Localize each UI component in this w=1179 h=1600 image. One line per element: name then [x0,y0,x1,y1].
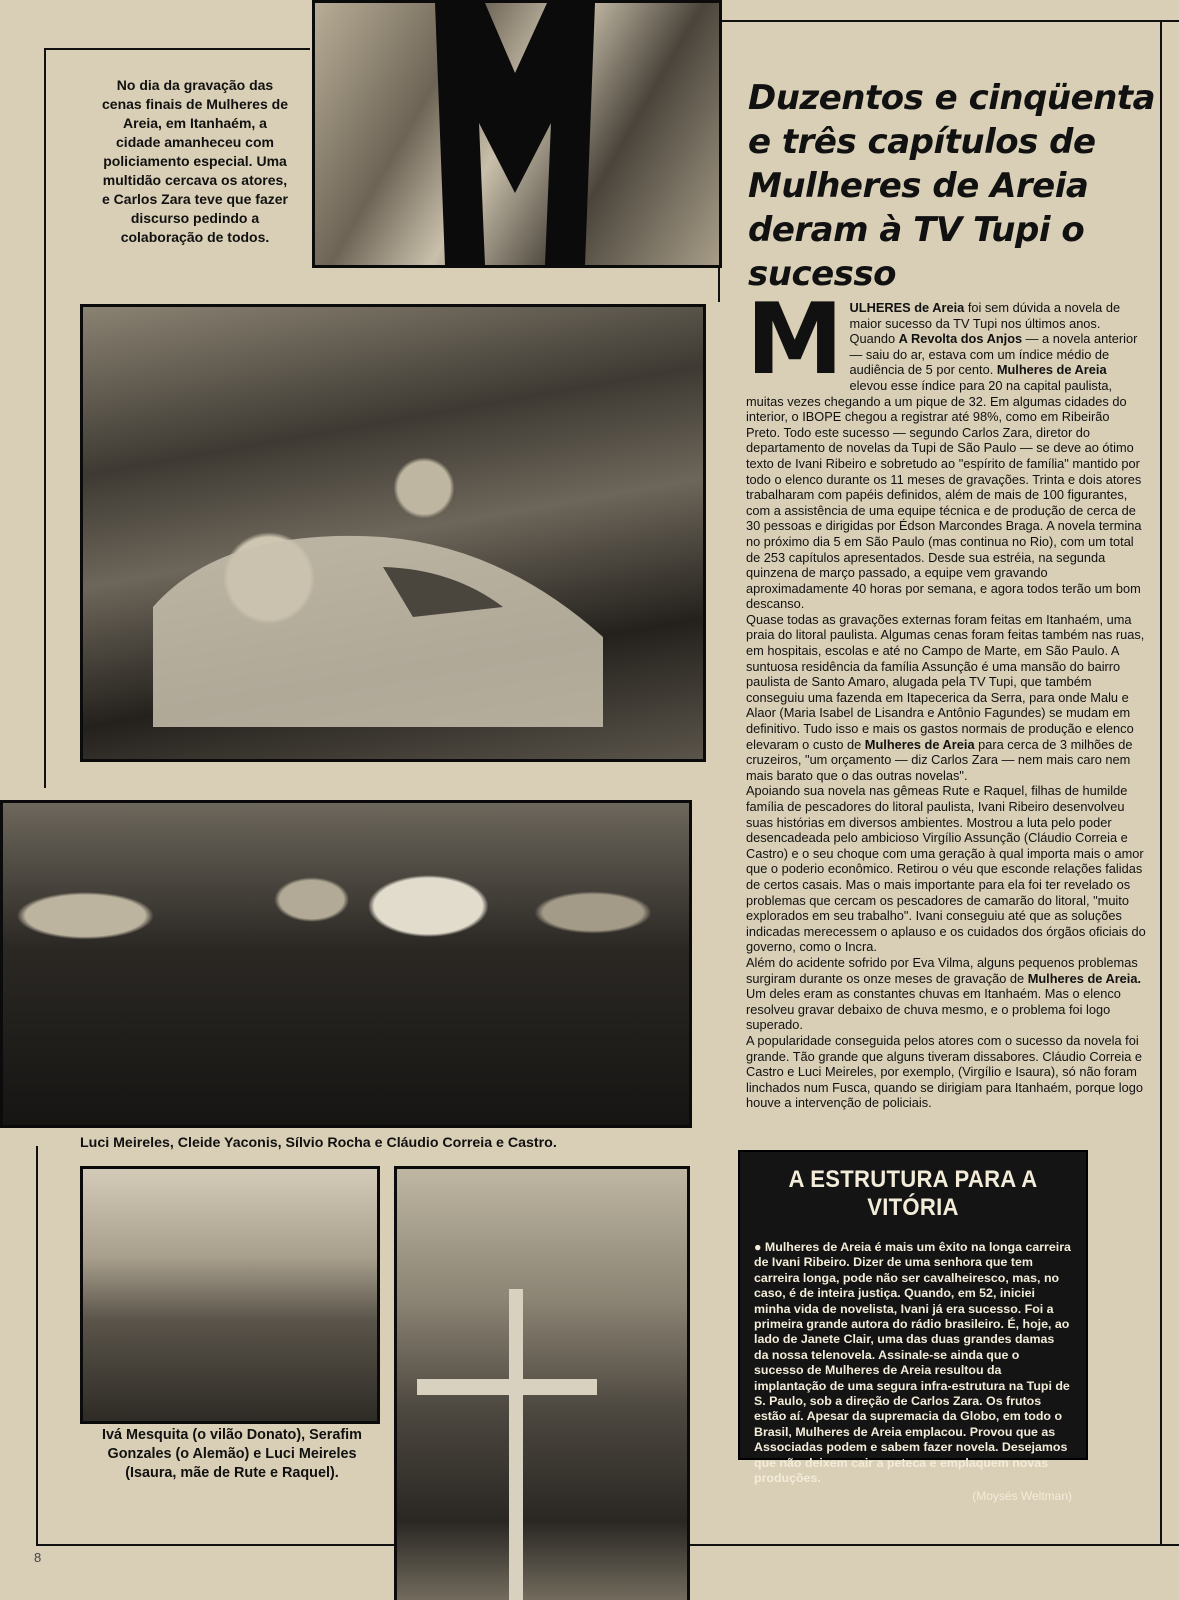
sidebar-text: ● Mulheres de Areia é mais um êxito na longa carreira de Ivani Ribeiro. Dizer de uma senhora que tem carreira longa, pode não ser cavalheiresco, mas, no caso, é de inteira justiça. Quando, em 52, iniciei minha vida de novelista, Ivani já era sucesso. Foi a primeira grande autora do rádio brasileiro. É, hoje, ao lado de Janete Clair, uma das duas grandes damas da nossa telenovela. Assinale-se ainda que o sucesso de Mulheres de Areia resultou da implantação de uma segura infra-estrutura na Tupi de S. Paulo, sob a direção de Carlos Zara. Os frutos estão aí. Apesar da supremacia da Globo, em todo o Brasil, Mulheres de Areia emplacou. Provou que as Associadas podem e sabem fazer novela. Desejamos que não deixem cair a peteca e emplaquem novas produções. [754,1240,1071,1486]
intro-caption: No dia da gravação das cenas finais de Mulheres de Areia, em Itanhaém, a cidade amanheceu com policiamento especial. Uma multidão cercava os atores, e Carlos Zara teve que fazer discurso pedindo a colaboração de todos. [102,77,288,245]
mid-right-rule [1160,20,1162,1544]
letter-m-graphic [315,3,719,265]
article-paragraph-5: A popularidade conseguida pelos atores com o sucesso da novela foi grande. Tão grande que alguns tiveram dissabores. Cláudio Correia e Castro e Luci Meireles, por exemplo, (Virgílio e Isaura), só não foram linchados num Fusca, quando se dirigiam para Itanhaém, porque logo houve a intervenção de policiais. [746,1032,1143,1111]
text-run: Além do acidente sofrido por Eva Vilma, alguns pequenos problemas surgiram durante os onze meses de gravação de [746,954,1138,986]
text-run: Um deles eram as constantes chuvas em Itanhaém. Mas o elenco resolveu gravar debaixo de chuva mesmo, e o problema foi logo superado. [746,986,1121,1033]
left-rule-lower [36,1146,38,1544]
text-run: para cerca de 3 milhões de cruzeiros, "um orçamento — diz Carlos Zara — nem mais caro nem mais barato que o das outras novelas". [746,736,1133,783]
text-run: elevou esse índice para 20 na capital paulista, muitas vezes chegando a um pique de 32. Em algumas cidades do interior, o IBOPE chegou a registrar até 98%, como em Ribeirão Preto. Todo este sucesso — segundo Carlos Zara, diretor do departamento de novelas da Tupi de São Paulo — se deve ao ótimo texto de Ivani Ribeiro e sobretudo ao "espírito de família" mantido por todo o elenco durante os 11 meses de gravações. Trinta e dois atores trabalharam com papéis definidos, além de mais de 100 figurantes, com a assistência de uma equipe técnica e de produção de cerca de 30 pessoas e dirigidas por Édson Marcondes Braga. A novela termina no próximo dia 5 em São Paulo (mas continua no Rio), com um total de 253 capítulos apresentados. Desde sua estréia, na segunda quinzena de março passado, a equipe vem gravando aproximadamente 40 horas por semana, e agora todos terão um bom descanso. [746,377,1142,612]
article-paragraph-2 [746,612,1146,784]
photo-fight-scene [80,1166,380,1424]
page-number: 8 [34,1550,42,1565]
sidebar-author: (Moysés Weltman) [972,1488,1072,1503]
article-paragraph-3: Apoiando sua novela nas gêmeas Rute e Raquel, filhas de humilde família de pescadores do litoral paulista, Ivani Ribeiro desenvolveu suas histórias em diversos ambientes. Mostrou a luta pelo poder desencadeada pelo ambicioso Virgílio Assunção (Cláudio Correia e Castro) e o seu choque com uma geração à qual importa mais o amor que o poderio econômico. Retirou o véu que esconde relações falidas de certos casais. Mas o mais importante para ela foi ter revelado os problemas que cercam os pescadores de camarão do litoral, "muito explorados em seu trabalho". Ivani conseguiu até que as soluções indicadas merecessem o aplauso e os cuidados dos órgãos oficiais do governo, como o Incra. [746,783,1146,955]
text-run-bold: Mulheres de Areia [864,736,975,752]
article-paragraph-4 [746,955,1146,1033]
text-run: — a novela anterior — saiu do ar, estava com um índice médio de audiência de 5 por cento. [849,331,1138,378]
cross-shape [397,1169,687,1600]
headline: Duzentos e cinqüenta e três capítulos de Mulheres de Areia deram à TV Tupi o sucesso [748,78,1156,294]
article-body [746,283,1146,1111]
sidebar-box [738,1150,1088,1503]
text-run-bold: A Revolta dos Anjos [898,331,1023,347]
car-shape [83,307,703,759]
left-rule-upper [44,48,46,788]
photo-sculpture-scene [312,0,722,268]
text-run: Quase todas as gravações externas foram feitas em Itanhaém, uma praia do litoral paulista. Algumas cenas foram feitas também nas ruas, em hospitais, escolas e até no Campo de Marte, em São Paulo. A suntuosa residência da família Assunção é uma mansão do bairro paulista de Santo Amaro, alugada pela TV Tupi, que também conseguiu uma fazenda em Itapecerica da Serra, para onde Malu e Alaor (Maria Isabel de Lisandra e Antônio Fagundes) se mudam em definitivo. Tudo isso e mais os gastos normais de produção e elenco elevaram o custo de [746,611,1145,752]
cast-caption: Luci Meireles, Cleide Yaconis, Sílvio Rocha e Cláudio Correia e Castro. [80,1135,557,1151]
lead-in: ULHERES de Areia [849,300,965,315]
text-run-bold: Mulheres de Areia [996,362,1107,378]
drop-cap: M [746,283,844,397]
top-left-rule [44,48,310,50]
photo-crowd [80,304,706,762]
text-run-bold: Mulheres de Areia. [1027,970,1142,986]
fight-caption: Ivá Mesquita (o vilão Donato), Serafim Gonzales (o Alemão) e Luci Meireles (Isaura, mãe de Rute e Raquel). [102,1427,362,1481]
text-run: foi sem dúvida a novela de maior sucesso da TV Tupi nos últimos anos. Quando [849,300,1121,347]
sidebar-title: A ESTRUTURA PARA A VITÓRIA [788,1166,1038,1221]
top-right-rule [718,20,1179,22]
photo-cast [0,800,692,1128]
photo-grave-scene [394,1166,690,1600]
